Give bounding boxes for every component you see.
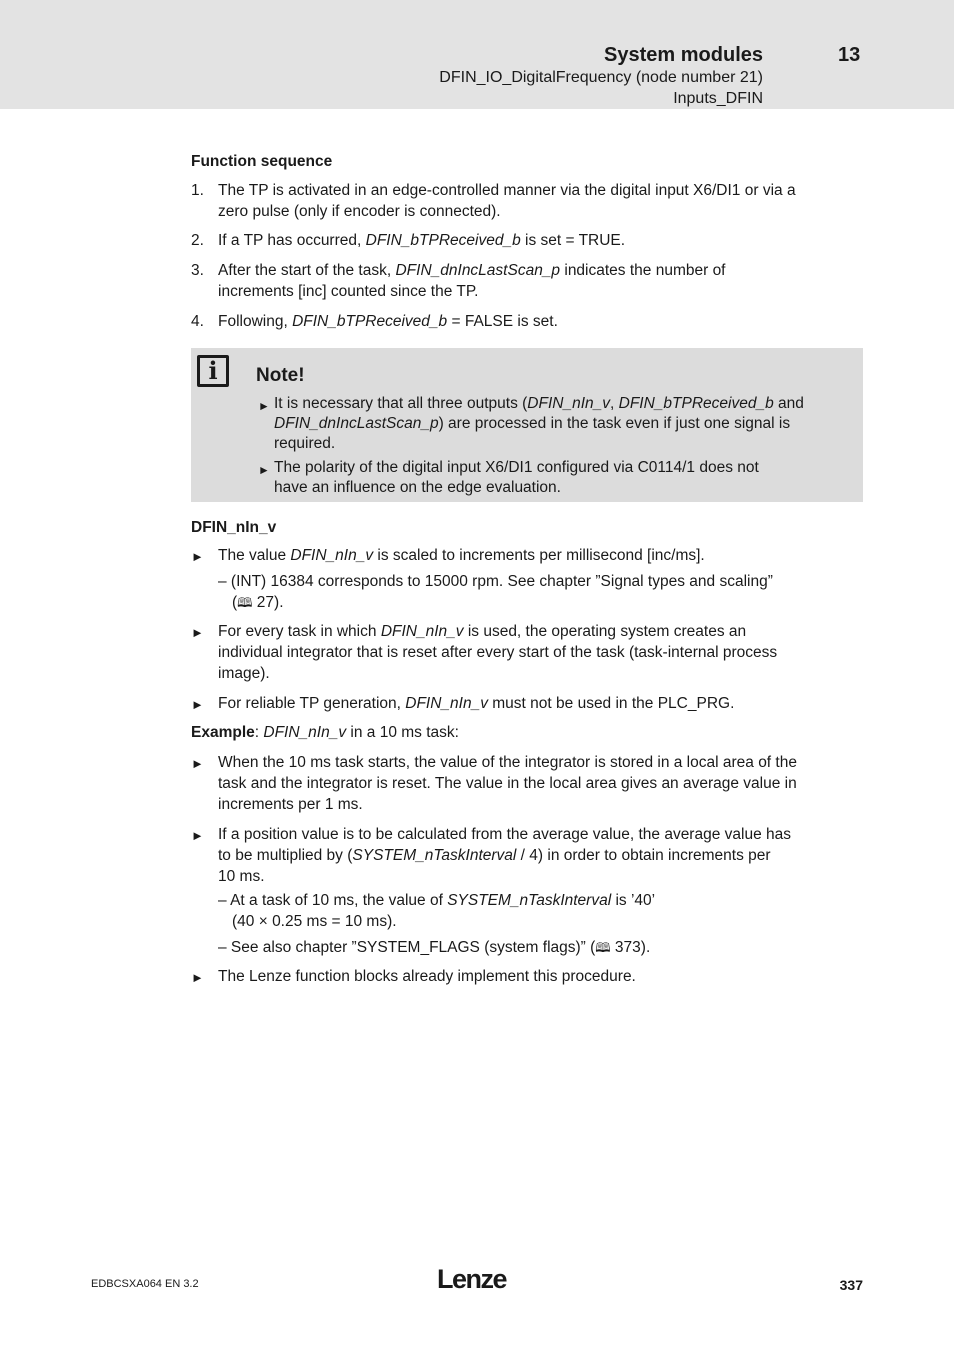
list-text xyxy=(218,311,863,332)
list-number: 1. xyxy=(191,182,204,199)
list-text-line xyxy=(218,260,863,281)
page-number: 337 xyxy=(839,1277,863,1293)
lenze-logo: Lenze xyxy=(437,1264,507,1294)
dash-line: – (INT) 16384 corresponds to 15000 rpm. See chapter ”Signal types and scaling” xyxy=(218,573,773,590)
note-line xyxy=(274,394,854,414)
dash-item xyxy=(218,937,863,959)
text-run: is scaled to increments per millisecond [inc/ms]. xyxy=(373,547,705,564)
book-reference-icon: 🕮 xyxy=(595,941,611,956)
variable-name: DFIN_dnIncLastScan_p xyxy=(395,262,561,279)
text-run: and xyxy=(773,395,804,412)
info-icon: i xyxy=(197,355,229,387)
bullet-line: image). xyxy=(218,665,270,682)
list-text-line: increments [inc] counted since the TP. xyxy=(218,283,479,300)
text-run: is used, the operating system creates an xyxy=(463,623,747,640)
arrow-bullet-icon: ► xyxy=(258,463,270,477)
variable-name: DFIN_nIn_v xyxy=(405,695,488,712)
text-run: For every task in which xyxy=(218,623,381,640)
page-reference: 373). xyxy=(610,939,651,956)
variable-name: DFIN_bTPReceived_b xyxy=(618,395,774,412)
dash-item xyxy=(218,890,863,932)
dash-line: (40 × 0.25 ms = 10 ms). xyxy=(232,913,397,930)
variable-name: DFIN_nIn_v xyxy=(380,623,464,640)
header-subtitle: DFIN_IO_DigitalFrequency (node number 21) xyxy=(439,69,763,86)
bullet-line: If a position value is to be calculated from the average value, the average value has xyxy=(218,826,791,843)
text-run: ( xyxy=(232,594,238,611)
text-run: , xyxy=(610,395,619,412)
list-text xyxy=(218,260,863,302)
bullet-text xyxy=(218,545,863,566)
page-reference: 27). xyxy=(252,594,284,611)
dash-line xyxy=(218,592,863,614)
note-line: have an influence on the edge evaluation. xyxy=(274,479,561,496)
variable-name: SYSTEM_nTaskInterval xyxy=(352,847,517,864)
note-line: The polarity of the digital input X6/DI1 configured via C0114/1 does not xyxy=(274,459,759,476)
text-run: in a 10 ms task: xyxy=(346,724,459,741)
arrow-bullet-icon: ► xyxy=(191,549,204,564)
dash-item xyxy=(218,571,863,614)
note-bullet xyxy=(274,458,854,498)
note-bullet xyxy=(274,394,854,454)
text-run: / 4) in order to obtain increments per xyxy=(516,847,771,864)
section-heading-dfin-nin-v: DFIN_nIn_v xyxy=(191,519,277,536)
text-run: If a TP has occurred, xyxy=(218,232,366,249)
arrow-bullet-icon: ► xyxy=(191,697,204,712)
bullet-text xyxy=(218,752,863,815)
variable-name: DFIN_nIn_v xyxy=(290,547,374,564)
text-run: is set = TRUE. xyxy=(520,232,626,249)
bullet-line: increments per 1 ms. xyxy=(218,796,363,813)
text-run: to be multiplied by ( xyxy=(218,847,353,864)
bullet-line: 10 ms. xyxy=(218,868,265,885)
bullet-line xyxy=(218,845,863,866)
bullet-line: When the 10 ms task starts, the value of the integrator is stored in a local area of the xyxy=(218,754,797,771)
note-title: Note! xyxy=(256,365,305,386)
arrow-bullet-icon: ► xyxy=(191,828,204,843)
text-run: After the start of the task, xyxy=(218,262,396,279)
text-run: : xyxy=(254,724,264,741)
list-text xyxy=(218,180,863,222)
arrow-bullet-icon: ► xyxy=(191,970,204,985)
text-run: indicates the number of xyxy=(560,262,726,279)
bullet-text: The Lenze function blocks already implement this procedure. xyxy=(218,968,636,985)
bullet-text xyxy=(218,693,863,714)
bullet-line xyxy=(218,621,863,642)
example-label: Example xyxy=(191,724,255,741)
variable-name: DFIN_nIn_v xyxy=(263,724,347,741)
bullet-line: task and the integrator is reset. The value in the local area gives an average value in xyxy=(218,775,797,792)
page-header xyxy=(0,0,954,109)
variable-name: DFIN_nIn_v xyxy=(527,395,610,412)
text-run: = FALSE is set. xyxy=(447,313,558,330)
text-run: – At a task of 10 ms, the value of xyxy=(218,892,448,909)
note-line: required. xyxy=(274,435,336,452)
note-line xyxy=(274,414,854,434)
text-run: – See also chapter ”SYSTEM_FLAGS (system flags)” ( xyxy=(218,939,596,956)
list-text xyxy=(218,230,863,251)
book-reference-icon: 🕮 xyxy=(237,596,253,611)
arrow-bullet-icon: ► xyxy=(191,625,204,640)
arrow-bullet-icon: ► xyxy=(191,756,204,771)
bullet-line: individual integrator that is reset after every start of the task (task-internal process xyxy=(218,644,778,661)
variable-name: SYSTEM_nTaskInterval xyxy=(447,892,612,909)
text-run: must not be used in the PLC_PRG. xyxy=(487,695,735,712)
list-text-line: zero pulse (only if encoder is connected). xyxy=(218,203,501,220)
header-section: Inputs_DFIN xyxy=(673,90,763,107)
note-box xyxy=(191,348,863,502)
bullet-text xyxy=(218,621,863,684)
variable-name: DFIN_bTPReceived_b xyxy=(365,232,521,249)
text-run: The value xyxy=(218,547,291,564)
list-number: 2. xyxy=(191,232,204,249)
text-run: For reliable TP generation, xyxy=(218,695,406,712)
variable-name: DFIN_bTPReceived_b xyxy=(292,313,448,330)
document-id: EDBCSXA064 EN 3.2 xyxy=(91,1278,199,1290)
list-number: 4. xyxy=(191,313,204,330)
text-run: Following, xyxy=(218,313,293,330)
chapter-number: 13 xyxy=(838,44,861,66)
text-run: It is necessary that all three outputs ( xyxy=(274,395,528,412)
bullet-text xyxy=(218,824,863,887)
text-run: ) are processed in the task even if just one signal is xyxy=(438,415,791,432)
arrow-bullet-icon: ► xyxy=(258,399,270,413)
section-heading-function-sequence: Function sequence xyxy=(191,153,333,170)
dash-line xyxy=(218,890,863,911)
text-run: is ’40’ xyxy=(611,892,656,909)
example-line xyxy=(191,722,459,743)
list-text-line: The TP is activated in an edge-controlled manner via the digital input X6/DI1 or via a xyxy=(218,182,796,199)
list-number: 3. xyxy=(191,262,204,279)
header-title: System modules xyxy=(604,44,763,66)
variable-name: DFIN_dnIncLastScan_p xyxy=(274,415,439,432)
